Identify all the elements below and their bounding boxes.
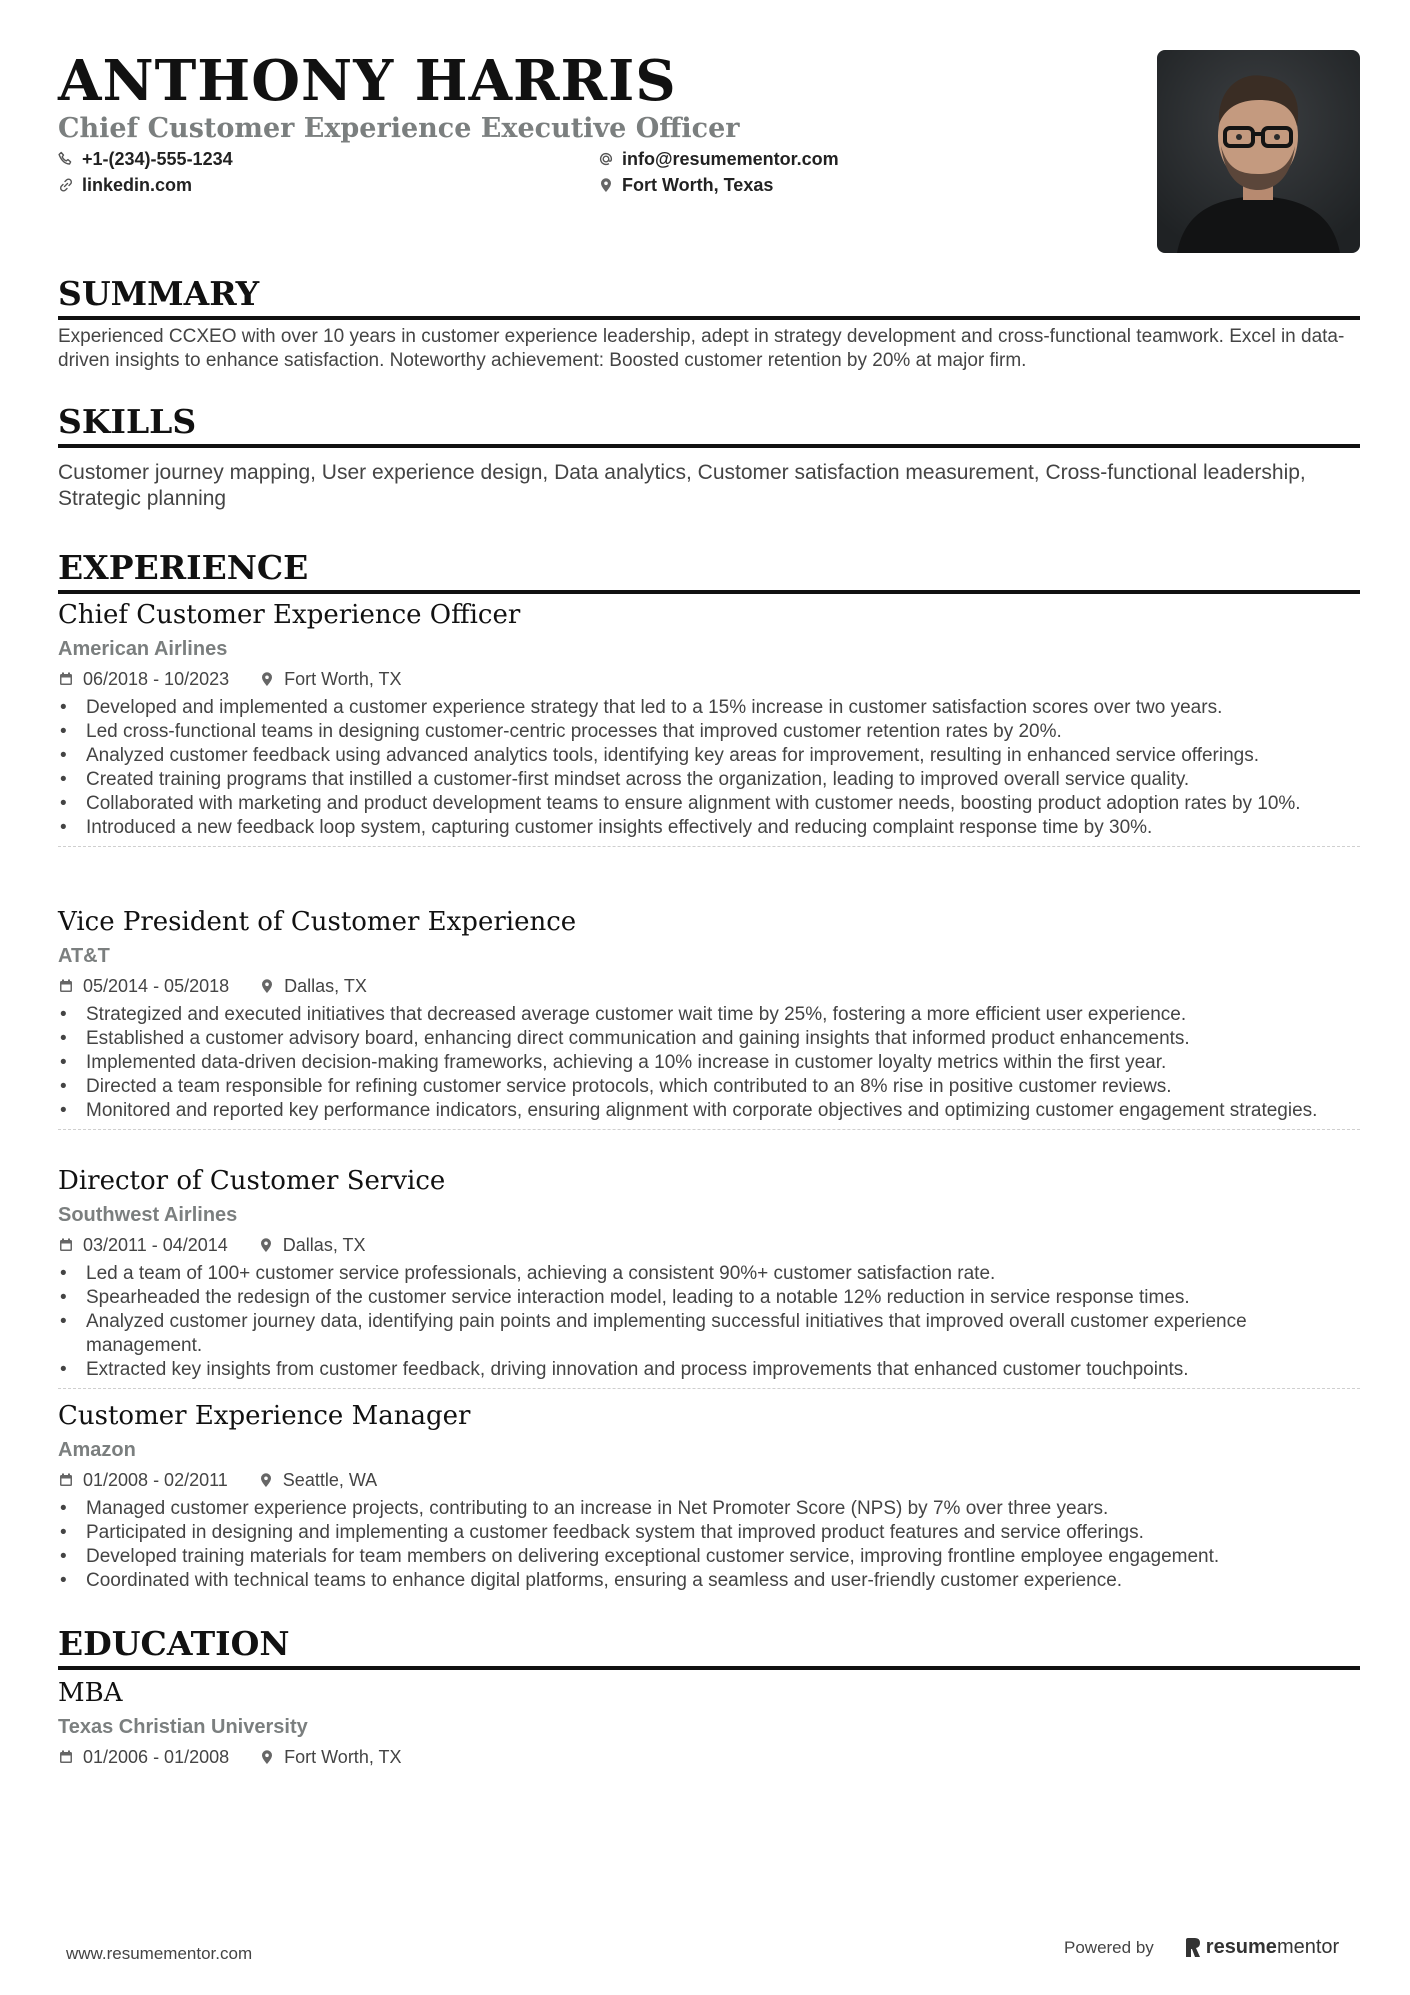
bullet-item: • Collaborated with marketing and product development teams to ensure alignment with customer needs, boosting product adoption rates by 10%.	[58, 792, 1360, 816]
job-role: Customer Experience Manager	[58, 1401, 471, 1431]
powered-by-label: Powered by	[1064, 1937, 1154, 1957]
job-dates: 01/2008 - 02/2011	[83, 1470, 228, 1490]
job-location: Seattle, WA	[282, 1470, 378, 1490]
bullet-item: • Developed and implemented a customer experience strategy that led to a 15% increase in customer satisfaction scores over two years.	[58, 696, 1360, 720]
bullet-item: • Led cross-functional teams in designing customer-centric processes that improved customer retention rates by 20%.	[58, 720, 1360, 744]
footer-website[interactable]: www.resumementor.com	[66, 1944, 253, 1963]
phone-icon	[58, 151, 74, 167]
bullet-item: • Developed training materials for team members on delivering exceptional customer service, improving frontline employee engagement.	[58, 1545, 1360, 1569]
job-company: Amazon	[58, 1439, 136, 1461]
job-dates: 05/2014 - 05/2018	[83, 976, 230, 996]
contact-location	[598, 173, 773, 197]
job-company: Southwest Airlines	[58, 1204, 238, 1226]
linkedin-text: linkedin.com	[82, 175, 193, 195]
bullet-item: • Participated in designing and implementing a customer feedback system that improved product features and service offerings.	[58, 1521, 1360, 1545]
experience-heading: EXPERIENCE	[58, 548, 1360, 594]
skills-text: Customer journey mapping, User experience design, Data analytics, Customer satisfaction measurement, Cross-functional leadership, Strategic planning	[58, 461, 1306, 510]
job-dates: 03/2011 - 04/2014	[83, 1235, 228, 1255]
calendar-icon	[58, 1749, 74, 1765]
candidate-title: Chief Customer Experience Executive Officer	[58, 113, 740, 144]
location-pin-icon	[259, 978, 275, 994]
contact-linkedin	[58, 173, 192, 197]
footer-powered	[1064, 1936, 1339, 1959]
candidate-name: ANTHONY HARRIS	[58, 48, 677, 114]
experience-entry	[58, 598, 1360, 847]
contact-phone	[58, 147, 233, 171]
at-icon	[598, 151, 614, 167]
location-pin-icon	[258, 1472, 274, 1488]
job-bullets	[58, 1003, 1360, 1123]
bullet-item: • Established a customer advisory board, enhancing direct communication and gaining insights that informed product enhancements.	[58, 1027, 1360, 1051]
job-bullets	[58, 1262, 1360, 1382]
location-pin-icon	[598, 177, 614, 193]
job-role: Chief Customer Experience Officer	[58, 600, 521, 630]
experience-entry	[58, 905, 1360, 1130]
job-meta	[58, 975, 1360, 997]
job-meta	[58, 1234, 1360, 1256]
education-heading: EDUCATION	[58, 1624, 1360, 1670]
entry-divider	[58, 1129, 1360, 1130]
job-meta	[58, 1469, 1360, 1491]
brand-logo[interactable]	[1184, 1936, 1339, 1959]
profile-photo	[1157, 50, 1360, 253]
bullet-item: • Analyzed customer feedback using advanced analytics tools, identifying key areas for improvement, resulting in enhanced service offerings.	[58, 744, 1360, 768]
location-text: Fort Worth, Texas	[622, 175, 774, 195]
brand-name-part1: resume	[1205, 1936, 1277, 1958]
calendar-icon	[58, 978, 74, 994]
job-role: Vice President of Customer Experience	[58, 907, 577, 937]
entry-divider	[58, 1388, 1360, 1389]
experience-entry	[58, 1164, 1360, 1389]
job-bullets	[58, 696, 1360, 840]
location-pin-icon	[259, 671, 275, 687]
portrait-image	[1157, 50, 1360, 253]
email-text: info@resumementor.com	[622, 149, 839, 169]
job-company: American Airlines	[58, 638, 228, 660]
calendar-icon	[58, 671, 74, 687]
calendar-icon	[58, 1237, 74, 1253]
bullet-item: • Strategized and executed initiatives that decreased average customer wait time by 25%, fostering a more efficient user experience.	[58, 1003, 1360, 1027]
education-location: Fort Worth, TX	[284, 1747, 402, 1767]
entry-divider	[58, 846, 1360, 847]
job-bullets	[58, 1497, 1360, 1593]
bullet-item: • Coordinated with technical teams to enhance digital platforms, ensuring a seamless and user-friendly customer experience.	[58, 1569, 1360, 1593]
education-meta	[58, 1746, 1360, 1768]
bullet-item: • Managed customer experience projects, contributing to an increase in Net Promoter Score (NPS) by 7% over three years.	[58, 1497, 1360, 1521]
summary-text: Experienced CCXEO with over 10 years in customer experience leadership, adept in strategy development and cross-functional teamwork. Excel in data-driven insights to enhance satisfaction. Noteworthy achievement: Boosted customer retention by 20% at major firm.	[58, 326, 1345, 371]
school: Texas Christian University	[58, 1716, 308, 1738]
bullet-item: • Analyzed customer journey data, identifying pain points and implementing successful initiatives that improved overall customer experience management.	[58, 1310, 1360, 1358]
phone-text: +1-(234)-555-1234	[82, 149, 233, 169]
experience-entry	[58, 1399, 1360, 1593]
job-meta	[58, 668, 1360, 690]
bullet-item: • Spearheaded the redesign of the customer service interaction model, leading to a notable 12% reduction in service response times.	[58, 1286, 1360, 1310]
brand-mark-icon	[1184, 1937, 1202, 1959]
bullet-item: • Extracted key insights from customer feedback, driving innovation and process improvements that enhanced customer touchpoints.	[58, 1358, 1360, 1382]
job-dates: 06/2018 - 10/2023	[83, 669, 230, 689]
job-role: Director of Customer Service	[58, 1166, 446, 1196]
skills-heading: SKILLS	[58, 402, 1360, 448]
job-location: Fort Worth, TX	[284, 669, 402, 689]
location-pin-icon	[259, 1749, 275, 1765]
contact-email	[598, 147, 839, 171]
bullet-item: • Directed a team responsible for refining customer service protocols, which contributed to an 8% rise in positive customer reviews.	[58, 1075, 1360, 1099]
bullet-item: • Implemented data-driven decision-making frameworks, achieving a 10% increase in customer loyalty metrics within the first year.	[58, 1051, 1360, 1075]
degree: MBA	[58, 1678, 123, 1708]
summary-heading: SUMMARY	[58, 274, 1360, 320]
link-icon	[58, 177, 74, 193]
location-pin-icon	[258, 1237, 274, 1253]
brand-name-part2: mentor	[1276, 1936, 1340, 1958]
education-entry	[58, 1676, 1360, 1768]
job-location: Dallas, TX	[282, 1235, 366, 1255]
calendar-icon	[58, 1472, 74, 1488]
bullet-item: • Created training programs that instilled a customer-first mindset across the organization, leading to improved overall service quality.	[58, 768, 1360, 792]
job-location: Dallas, TX	[284, 976, 367, 996]
bullet-item: • Introduced a new feedback loop system, capturing customer insights effectively and reducing complaint response time by 30%.	[58, 816, 1360, 840]
job-company: AT&T	[58, 945, 110, 967]
education-dates: 01/2006 - 01/2008	[83, 1747, 230, 1767]
bullet-item: • Led a team of 100+ customer service professionals, achieving a consistent 90%+ customer satisfaction rate.	[58, 1262, 1360, 1286]
bullet-item: • Monitored and reported key performance indicators, ensuring alignment with corporate objectives and optimizing customer engagement strategies.	[58, 1099, 1360, 1123]
